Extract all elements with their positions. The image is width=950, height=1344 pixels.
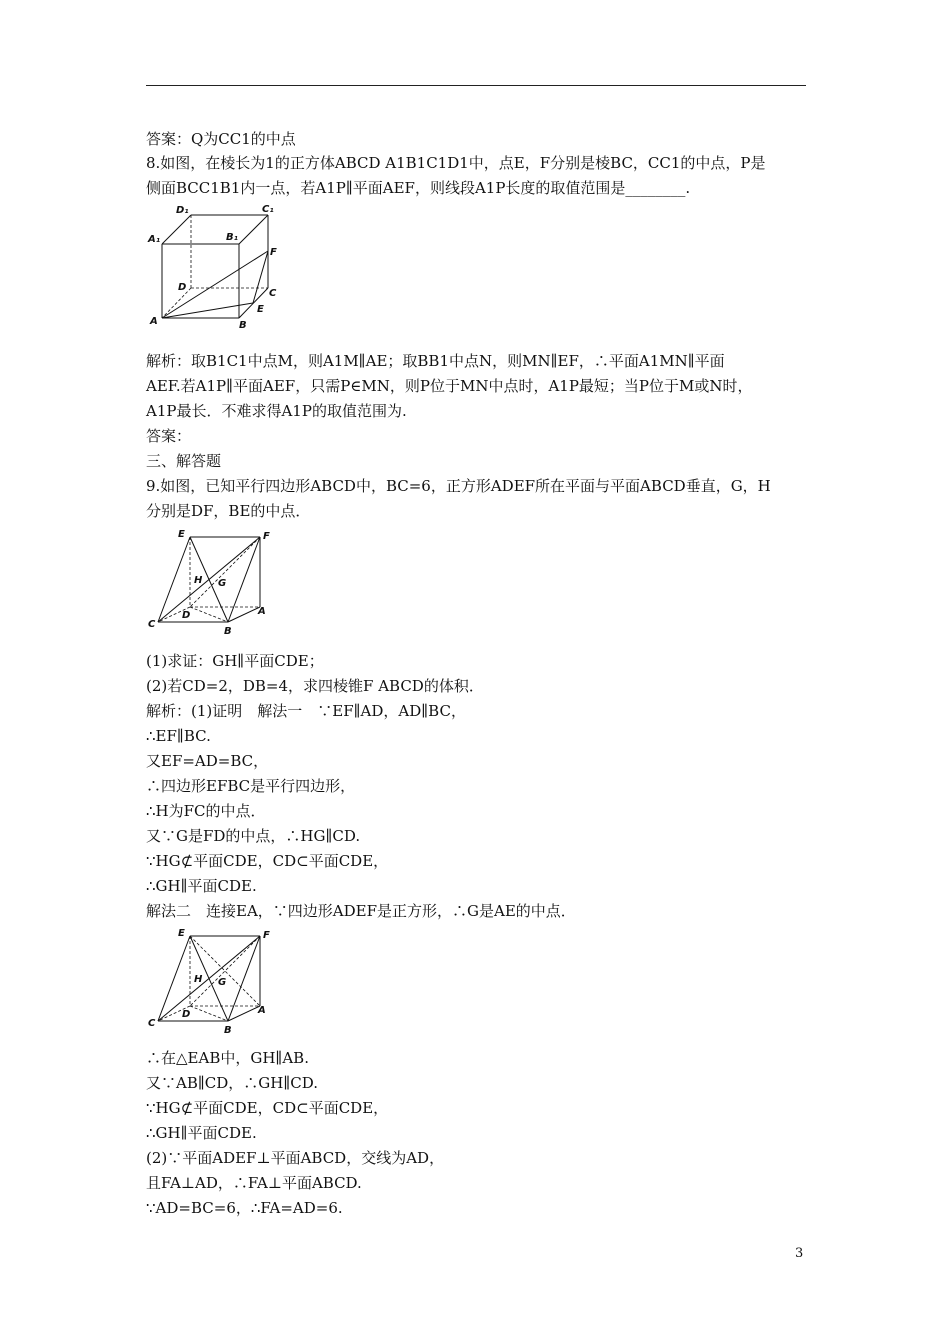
text-line: 8.如图，在棱长为1的正方体ABCD A1B1C1D1中，点E，F分别是棱BC，CC1的中点，P是 <box>146 154 766 172</box>
label-H: H <box>194 974 203 985</box>
label-F: F <box>263 930 270 941</box>
prism-figure-2 <box>146 924 281 1039</box>
text-line: ∵HG⊄平面CDE，CD⊂平面CDE， <box>146 852 389 870</box>
text-line: 答案：Q为CC1的中点 <box>146 130 296 148</box>
label-F: F <box>270 247 277 258</box>
section-heading: 三、解答题 <box>146 452 222 470</box>
label-A: A <box>258 606 266 617</box>
label-F: F <box>263 531 270 542</box>
label-E: E <box>257 304 264 315</box>
label-D: D <box>182 610 191 621</box>
text-line: 解法二 连接EA，∵四边形ADEF是正方形，∴G是AE的中点． <box>146 902 576 920</box>
cube-figure <box>146 200 286 335</box>
text-line: 9.如图，已知平行四边形ABCD中，BC=6，正方形ADEF所在平面与平面ABCD垂直，G，H <box>146 477 771 495</box>
text-line: (2)∵平面ADEF⊥平面ABCD，交线为AD， <box>146 1149 445 1167</box>
label-B1: B₁ <box>226 232 239 243</box>
text-line: A1P最长．不难求得A1P的取值范围为. <box>146 402 407 420</box>
text-line: 且FA⊥AD，∴FA⊥平面ABCD. <box>146 1174 362 1192</box>
text-line: ∴H为FC的中点． <box>146 802 266 820</box>
label-D1: D₁ <box>176 205 189 216</box>
label-A1: A₁ <box>148 234 161 245</box>
label-C: C <box>269 288 277 299</box>
text-line: ∵HG⊄平面CDE，CD⊂平面CDE， <box>146 1099 389 1117</box>
text-line: (2)若CD=2，DB=4，求四棱锥F ABCD的体积． <box>146 677 484 695</box>
label-G: G <box>218 977 227 988</box>
label-B: B <box>224 1025 232 1036</box>
label-D: D <box>182 1009 191 1020</box>
text-line: ∴在△EAB中，GH∥AB. <box>146 1049 309 1067</box>
text-line: 解析：取B1C1中点M，则A1M∥AE；取BB1中点N，则MN∥EF，∴平面A1MN∥平面 <box>146 352 725 370</box>
label-C1: C₁ <box>262 204 274 215</box>
page-number: 3 <box>795 1246 804 1261</box>
header-rule <box>146 85 806 86</box>
text-line: 又∵AB∥CD，∴GH∥CD. <box>146 1074 319 1092</box>
label-A: A <box>258 1005 266 1016</box>
label-C: C <box>148 1018 156 1029</box>
text-line: ∴EF∥BC. <box>146 727 211 745</box>
text-line: AEF.若A1P∥平面AEF，只需P∈MN，则P位于MN中点时，A1P最短；当P位于M或N时， <box>146 377 753 395</box>
label-H: H <box>194 575 203 586</box>
label-E: E <box>178 529 185 540</box>
label-B: B <box>224 626 232 637</box>
label-E: E <box>178 928 185 939</box>
text-line: ∵AD=BC=6，∴FA=AD=6. <box>146 1199 343 1217</box>
text-line: 答案： <box>146 427 192 445</box>
text-line: 侧面BCC1B1内一点，若A1P∥平面AEF，则线段A1P长度的取值范围是________. <box>146 179 691 197</box>
text-line: ∴GH∥平面CDE. <box>146 1124 257 1142</box>
text-line: ∴四边形EFBC是平行四边形， <box>146 777 356 795</box>
prism-figure-1 <box>146 525 281 640</box>
label-A: A <box>150 316 158 327</box>
text-line: 又EF=AD=BC， <box>146 752 269 770</box>
label-G: G <box>218 578 227 589</box>
label-C: C <box>148 619 156 630</box>
text-line: 分别是DF，BE的中点． <box>146 502 311 520</box>
text-line: ∴GH∥平面CDE. <box>146 877 257 895</box>
text-line: 又∵G是FD的中点，∴HG∥CD. <box>146 827 361 845</box>
label-D: D <box>178 282 187 293</box>
text-line: (1)求证：GH∥平面CDE； <box>146 652 324 670</box>
text-line: 解析：(1)证明 解法一 ∵EF∥AD，AD∥BC， <box>146 702 466 720</box>
label-B: B <box>239 320 247 331</box>
